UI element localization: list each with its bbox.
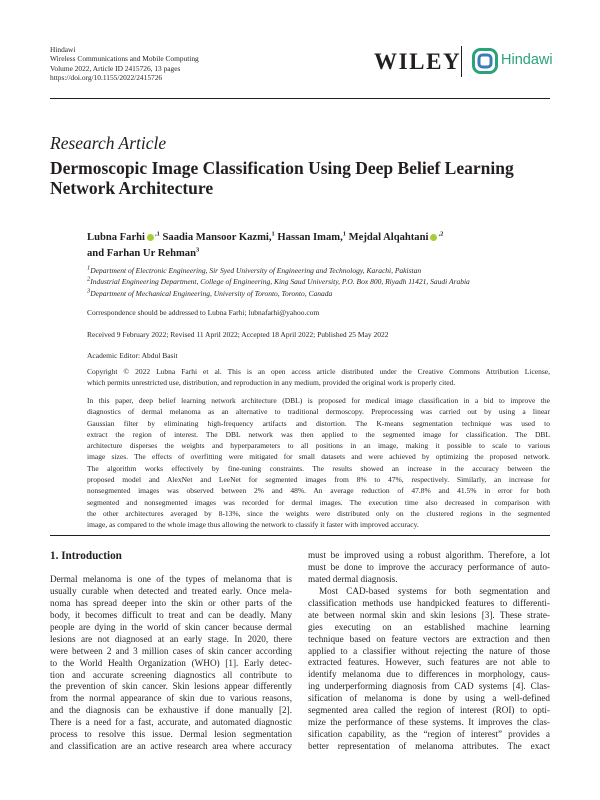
body-line: classification methods use handpicked features to differenti- <box>308 597 550 608</box>
body-line: sification capability, as the “region of interest” provides a <box>308 729 550 740</box>
abstract-line: image sizes. The effects of overfitting were mitigated for small datasets and were achieved by optimizing the proposed network. <box>87 452 550 462</box>
body-line: segmented area called the region of interest (ROI) to opti- <box>308 705 550 716</box>
body-line: ing underperforming diagnosis from CAD systems [4]. Clas- <box>308 681 550 692</box>
body-line: must be improved using a robust algorithm. Therefore, a lot <box>308 550 550 560</box>
academic-editor: Academic Editor: Abdul Basit <box>87 351 178 360</box>
body-line: and the diagnosis can be exhaustive if done manually [2]. <box>50 705 292 716</box>
body-line: noma has spread deeper into the skin or other parts of the <box>50 597 292 608</box>
body-line: must be done to improve the accuracy performance of auto- <box>308 561 550 572</box>
author-affiliation-mark: 3 <box>196 246 200 254</box>
abstract-rule <box>50 535 550 536</box>
body-line: to the World Health Organization (WHO) [1]. Early detec- <box>50 657 292 668</box>
body-line: body, it becomes difficult to treat and can be deadly. Many <box>50 609 292 620</box>
orcid-icon[interactable] <box>147 234 154 241</box>
abstract-line: segmented and nonsegmented images was recorded for dermal images. The execution time also decreased in comparison with <box>87 497 550 507</box>
title-line: Dermoscopic Image Classification Using Deep Belief Learning <box>50 158 514 178</box>
section-heading: 1. Introduction <box>50 550 122 562</box>
body-line: ate between normal skin and skin lesions [3]. These strate- <box>308 609 550 620</box>
intro-left-column <box>50 574 292 753</box>
abstract-line: image, as compared to the whole image thus allowing the network to classify it faster with improved accuracy. <box>87 520 419 530</box>
body-line: mize the performance of these systems. It improves the clas- <box>308 717 550 728</box>
body-line: sification of melanoma is done by using a well-defined <box>308 693 550 704</box>
article-type: Research Article <box>50 133 167 153</box>
doi-link[interactable]: https://doi.org/10.1155/2022/2415726 <box>50 73 163 83</box>
body-line: mated dermal diagnosis. <box>308 573 398 584</box>
article-title <box>50 158 550 198</box>
logo-divider <box>461 46 462 77</box>
journal-header <box>50 45 199 83</box>
hindawi-logo-icon <box>472 48 498 74</box>
abstract-line: proposed model and AlexNet and LeeNet for segmented images from 8% to 47%, respectively. Similarly, an increase for <box>87 475 550 485</box>
hindawi-logo-text: Hindawi <box>501 52 553 68</box>
body-line: extracted features. However, such features are not able to <box>308 657 550 668</box>
body-line: process to resolve this issue. Dermal lesion segmentation <box>50 729 292 740</box>
author-affiliation-mark: 1 <box>271 230 275 238</box>
volume-info: Volume 2022, Article ID 2415726, 13 pages <box>50 63 181 73</box>
body-line: lesions are not diagnosed at an early stage. In 2020, there <box>50 633 292 644</box>
author-name[interactable]: Hassan Imam, <box>277 232 343 243</box>
body-line: the prevention of skin cancer. Skin lesions appear differently <box>50 681 292 692</box>
body-line: people are dying in the world of skin cancer because dermal <box>50 621 292 632</box>
author-affiliation-mark: 1 <box>342 230 347 238</box>
author-affiliation-mark: ,2 <box>438 230 444 238</box>
copyright-notice <box>87 366 550 388</box>
affiliation: $^3$Department of Mechanical Engineering, University of Toronto, Toronto, Canada <box>87 287 333 298</box>
body-line: and classification are an active research area where accuracy <box>50 741 292 752</box>
abstract <box>87 395 550 531</box>
body-line: technique based on feature vectors are extraction and then <box>308 633 550 644</box>
body-line: were between 2 and 3 million cases of skin cancer according <box>50 645 292 656</box>
abstract-line: The algorithm works effectively by fine-tuning constraints. The results showed an increase in the accuracy between the <box>87 463 550 473</box>
author-name[interactable]: Mejdal Alqahtani <box>348 232 429 243</box>
body-line: Most CAD-based systems for both segmentation and <box>319 585 550 596</box>
intro-right-column <box>308 550 550 753</box>
author-affiliation-mark: ,1 <box>155 230 160 238</box>
body-line: There is a need for a fast, accurate, and automated diagnostic <box>50 717 292 728</box>
abstract-line: architecture disperses the weights and hyperparameters to all positions in an image, making it possible to scale to various <box>87 441 550 451</box>
author-name[interactable]: and Farhan Ur Rehman <box>87 248 196 259</box>
publisher-name: Hindawi <box>50 45 76 54</box>
author-list <box>87 230 547 262</box>
affiliation: $^1$Department of Electronic Engineering, Sir Syed University of Engineering and Technology, Karachi, Pakistan <box>87 264 422 275</box>
body-line: better representation of melanoma attributes. The exact <box>308 741 550 751</box>
abstract-line: diagnostics of dermal melanoma as an alternative to traditional dermoscopy. Preprocessing was carried out by using a linear <box>87 407 550 417</box>
journal-name: Wireless Communications and Mobile Computing <box>50 54 199 64</box>
correspondence: Correspondence should be addressed to Lubna Farhi; lubnafarhi@yahoo.com <box>87 308 320 317</box>
affiliations <box>87 265 470 299</box>
orcid-icon[interactable] <box>430 234 437 241</box>
header-rule <box>50 98 550 99</box>
abstract-line: the other architectures averaged by 8-13%, since the weights were distributed only on the clustered regions in the segmented <box>87 508 550 518</box>
body-line: tion and accurate screening diagnostics all contribute to <box>50 669 292 680</box>
body-line: from the normal appearance of skin due to various reasons, <box>50 693 292 704</box>
author-name[interactable]: Lubna Farhi <box>87 232 145 243</box>
body-line: identify melanoma due to differences in morphology, caus- <box>308 669 550 680</box>
copyright-line: which permits unrestricted use, distribution, and reproduction in any medium, provided the original work is properly cited. <box>87 378 456 387</box>
abstract-line: Gaussian filter by eliminating high-frequency artifacts and distortion. The K-means segmentation technique was used to <box>87 418 550 428</box>
body-line: applied to a classifier without rejecting the nature of those <box>308 645 550 656</box>
publication-dates: Received 9 February 2022; Revised 11 April 2022; Accepted 18 April 2022; Published 25 May 2022 <box>87 330 389 339</box>
affiliation: $^2$Industrial Engineering Department, College of Engineering, King Saud University, P.O. Box 800, Riyadh 11421, Saudi Arabia <box>87 275 470 287</box>
wiley-logo: WILEY <box>374 49 462 74</box>
abstract-line: extract the region of interest. The DBL network was then applied to the segmented image for classification. The DBL <box>87 429 550 439</box>
abstract-line: nonsegmented images was observed between 2% and 48%. An average reduction of 47.8% and 41.5% in error for both <box>87 486 550 496</box>
body-line: Dermal melanoma is one of the types of melanoma that is <box>50 574 292 584</box>
body-line: gies executing on an established machine learning <box>308 621 550 632</box>
author-name[interactable]: Saadia Mansoor Kazmi, <box>162 232 272 243</box>
abstract-line: In this paper, deep belief learning network architecture (DBL) is proposed for medical image classification in a bid to improve the <box>87 396 550 405</box>
copyright-line: Copyright © 2022 Lubna Farhi et al. This is an open access article distributed under the Creative Commons Attribution License, <box>87 367 550 376</box>
title-line: Network Architecture <box>50 178 214 198</box>
body-line: usually curable when detected and treated early. Once mela- <box>50 585 292 596</box>
